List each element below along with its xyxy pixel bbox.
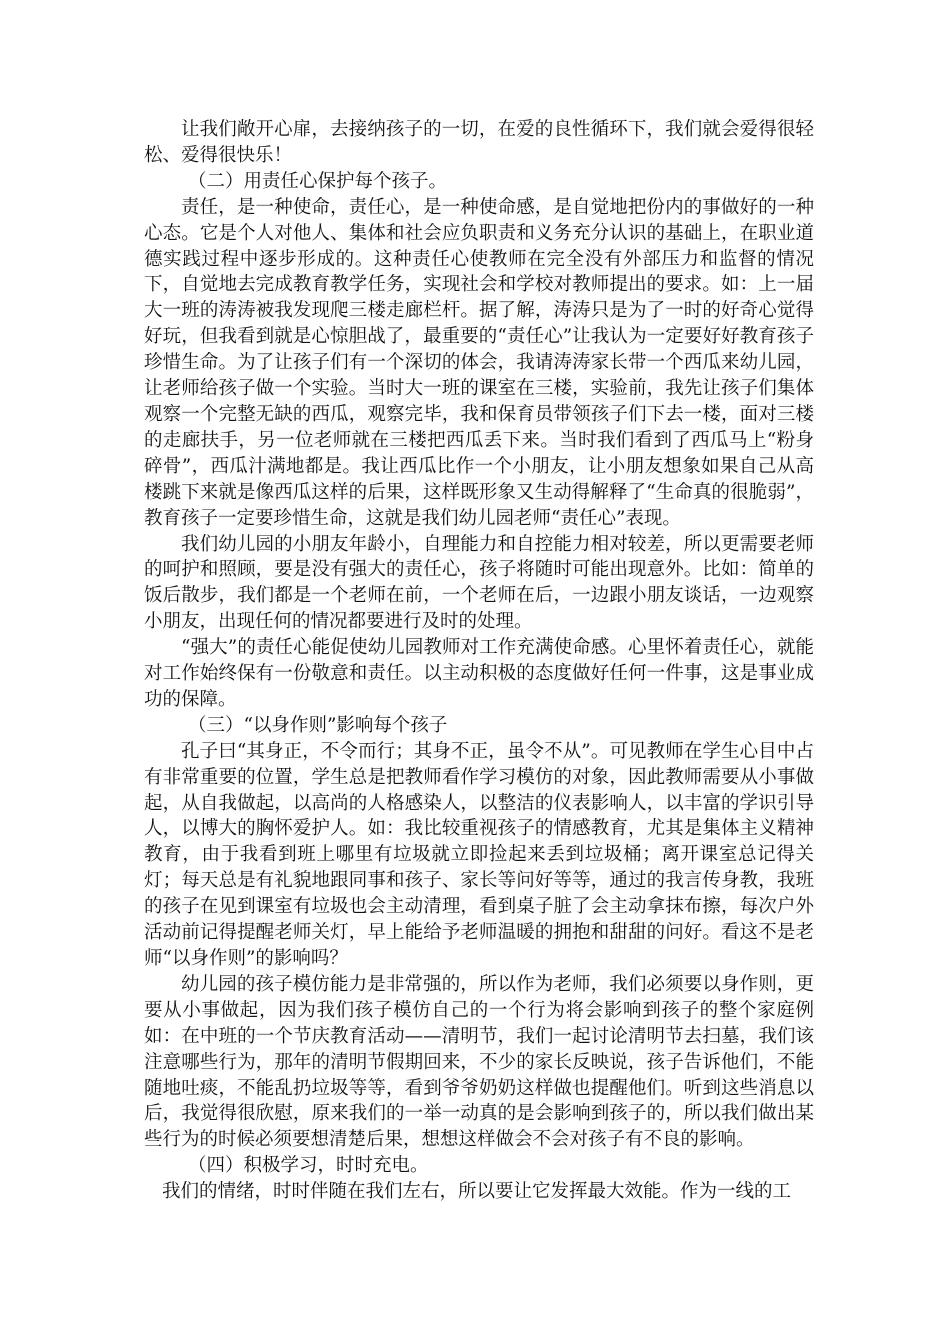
section-heading-3: （三）“以身作则”影响每个孩子: [188, 714, 448, 736]
section-heading-4: （四）积极学习，时时充电。: [188, 1155, 429, 1177]
paragraph-closing-love: 让我们敞开心扉，去接纳孩子的一切，在爱的良性循环下，我们就会爱得很轻松、爱得很快乐！: [144, 119, 814, 166]
document-body: [144, 117, 814, 1205]
paragraph-care: 我们幼儿园的小朋友年龄小，自理能力和自控能力相对较差，所以更需要老师的呵护和照顾，要是没有强大的责任心，孩子将随时可能出现意外。比如：简单的饭后散步，我们都是一个老师在前，一个老师在后，一边跟小朋友谈话，一边观察小朋友，出现任何的情况都要进行及时的处理。: [144, 533, 814, 633]
paragraph-confucius: 孔子曰“其身正，不令而行；其身不正，虽令不从”。可见教师在学生心目中占有非常重要的位置，学生总是把教师看作学习模仿的对象，因此教师需要从小事做起，从自我做起，以高尚的人格感染人，以整洁的仪表影响人，以丰富的学识引导人，以博大的胸怀爱护人。如：我比较重视孩子的情感教育，尤其是集体主义精神教育，由于我看到班上哪里有垃圾就立即捡起来丢到垃圾桶；离开课室总记得关灯；每天总是有礼貌地跟同事和孩子、家长等问好等等，通过的我言传身教，我班的孩子在见到课室有垃圾也会主动清理，看到桌子脏了会主动拿抹布擦，每次户外活动前记得提醒老师关灯，早上能给予老师温暖的拥抱和甜甜的问好。看这不是老师“以身作则”的影响吗？: [144, 740, 814, 969]
paragraph-emotions: 我们的情绪，时时伴随在我们左右，所以要让它发挥最大效能。作为一线的工: [162, 1181, 792, 1203]
paragraph-strong-responsibility: “强大”的责任心能促使幼儿园教师对工作充满使命感。心里怀着责任心，就能对工作始终保有一份敬意和责任。以主动积极的态度做好任何一件事，这是事业成功的保障。: [144, 637, 814, 710]
paragraph-imitation: 幼儿园的孩子模仿能力是非常强的，所以作为老师，我们必须要以身作则，更要从小事做起，因为我们孩子模仿自己的一个行为将会影响到孩子的整个家庭例如：在中班的一个节庆教育活动——清明节，我们一起讨论清明节去扫墓，我们该注意哪些行为，那年的清明节假期回来，不少的家长反映说，孩子告诉他们，不能随地吐痰，不能乱扔垃圾等等，看到爷爷奶奶这样做也提醒他们。听到这些消息以后，我觉得很欣慰，原来我们的一举一动真的是会影响到孩子的，所以我们做出某些行为的时候必须要想清楚后果，想想这样做会不会对孩子有不良的影响。: [144, 973, 814, 1151]
section-heading-2: （二）用责任心保护每个孩子。: [188, 170, 448, 192]
paragraph-responsibility: 责任，是一种使命，责任心，是一种使命感，是自觉地把份内的事做好的一种心态。它是个人对他人、集体和社会应负职责和义务充分认识的基础上，在职业道德实践过程中逐步形成的。这种责任心使教师在完全没有外部压力和监督的情况下，自觉地去完成教育教学任务，实现社会和学校对教师提出的要求。如：上一届大一班的涛涛被我发现爬三楼走廊栏杆。据了解，涛涛只是为了一时的好奇心觉得好玩，但我看到就是心惊胆战了，最重要的“责任心”让我认为一定要好好教育孩子珍惜生命。为了让孩子们有一个深切的体会，我请涛涛家长带一个西瓜来幼儿园，让老师给孩子做一个实验。当时大一班的课室在三楼，实验前，我先让孩子们集体观察一个完整无缺的西瓜，观察完毕，我和保育员带领孩子们下去一楼，面对三楼的走廊扶手，另一位老师就在三楼把西瓜丢下来。当时我们看到了西瓜马上“粉身碎骨”，西瓜汁满地都是。我让西瓜比作一个小朋友，让小朋友想象如果自己从高楼跳下来就是像西瓜这样的后果，这样既形象又生动得解释了“生命真的很脆弱”，教育孩子一定要珍惜生命，这就是我们幼儿园老师“责任心”表现。: [144, 196, 814, 529]
